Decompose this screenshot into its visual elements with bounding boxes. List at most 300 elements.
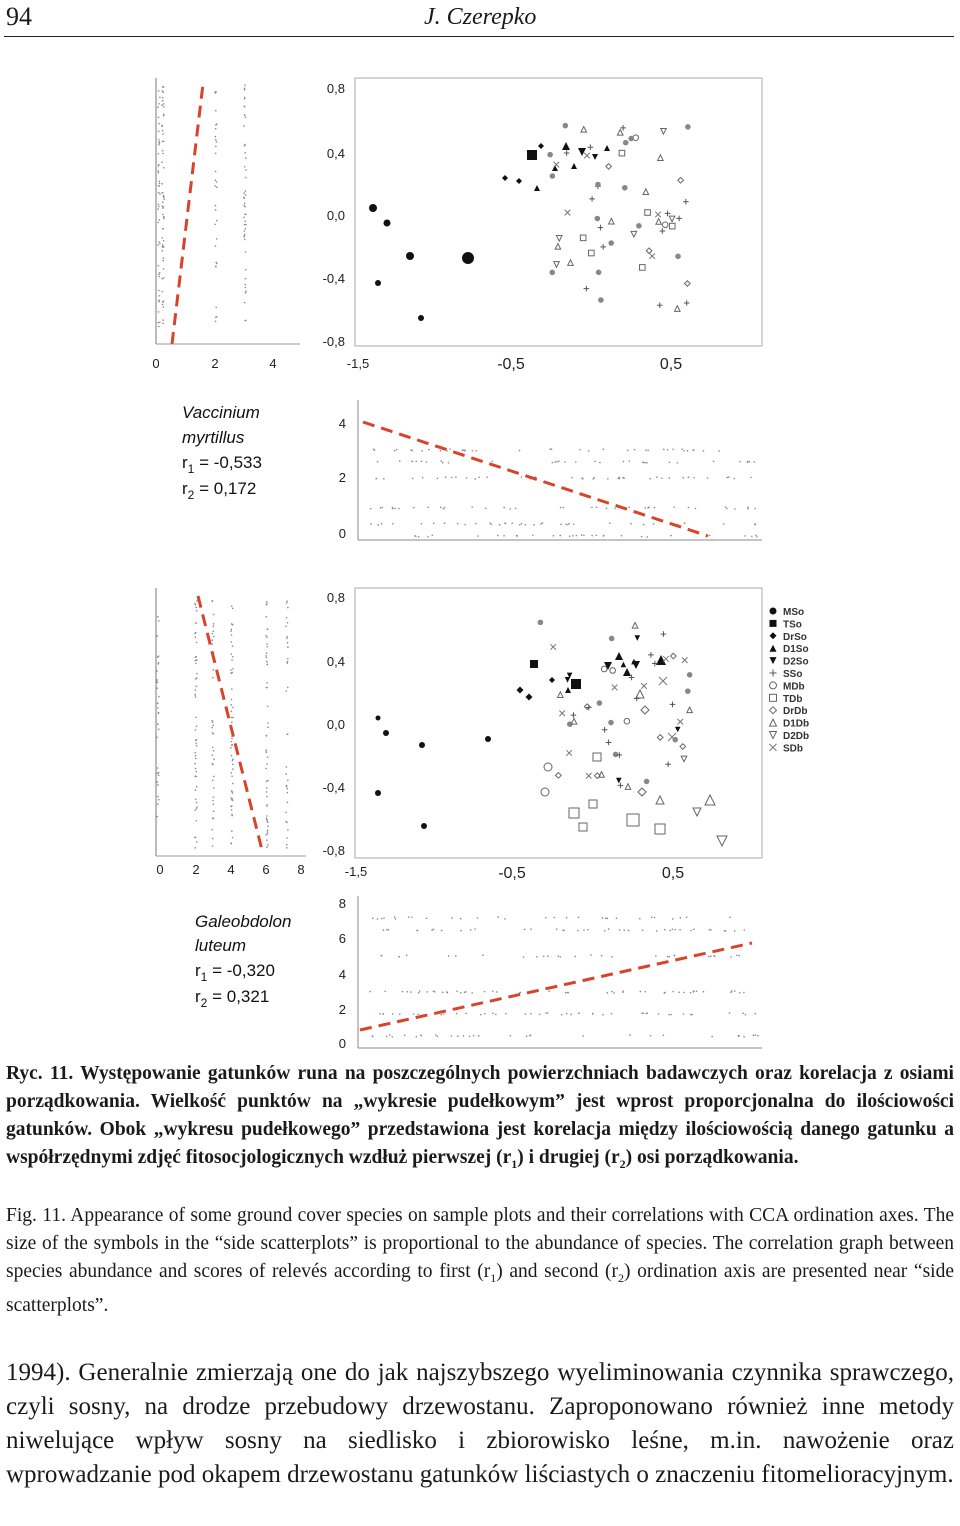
- data-point: [211, 720, 213, 722]
- data-point: [158, 139, 160, 141]
- data-point: [464, 449, 466, 451]
- trend-line-r2: [363, 422, 708, 536]
- data-point: [399, 460, 401, 462]
- subscript: 2: [617, 1270, 624, 1285]
- data-point: [267, 664, 269, 666]
- data-point: [581, 477, 583, 479]
- data-point: [158, 116, 160, 118]
- data-point: [580, 235, 586, 241]
- data-point: [743, 1036, 745, 1038]
- data-point: [383, 929, 385, 931]
- data-point: [196, 806, 198, 808]
- data-point: [415, 535, 417, 537]
- data-point: [553, 535, 555, 537]
- data-point: [770, 657, 777, 664]
- data-point: [376, 716, 381, 721]
- data-point: [710, 955, 712, 957]
- data-point: [695, 508, 697, 510]
- data-point: [451, 1035, 453, 1037]
- data-point: [162, 133, 164, 135]
- data-point: [161, 125, 163, 127]
- data-point: [582, 1035, 584, 1037]
- data-point: [640, 265, 646, 271]
- data-point: [509, 508, 511, 510]
- data-point: [726, 508, 728, 510]
- data-point: [619, 150, 625, 156]
- data-point: [474, 928, 476, 930]
- data-point: [243, 217, 245, 219]
- data-point: [730, 956, 732, 958]
- data-point: [729, 1012, 731, 1014]
- data-point: [624, 718, 630, 724]
- data-point: [245, 278, 247, 280]
- data-point: [163, 167, 165, 169]
- data-point: [602, 917, 604, 919]
- data-point: [244, 239, 246, 241]
- data-point: [617, 129, 623, 135]
- data-point: [547, 955, 549, 957]
- data-point: [623, 668, 631, 676]
- data-point: [213, 669, 215, 671]
- data-point: [158, 728, 160, 730]
- legend-label: MSo: [783, 607, 805, 618]
- data-point: [558, 692, 564, 698]
- data-point: [383, 730, 389, 736]
- data-point: [266, 787, 268, 789]
- legend-label: SDb: [783, 743, 803, 755]
- data-point: [266, 791, 268, 793]
- data-point: [421, 461, 423, 463]
- data-point: [596, 270, 602, 276]
- data-point: [728, 476, 730, 478]
- data-point: [675, 254, 681, 260]
- data-point: [629, 460, 631, 462]
- data-point: [158, 206, 160, 208]
- data-point: [672, 918, 674, 920]
- data-point: [745, 1014, 747, 1016]
- data-point: [656, 476, 658, 478]
- data-point: [392, 1013, 394, 1015]
- data-point: [485, 507, 487, 509]
- data-point: [693, 477, 695, 479]
- data-point: [211, 727, 213, 729]
- data-point: [657, 735, 663, 741]
- caption-polish: [6, 1060, 954, 1178]
- data-point: [607, 478, 609, 480]
- data-point: [469, 1036, 471, 1038]
- data-point: [530, 1013, 532, 1015]
- data-point: [159, 181, 161, 183]
- data-point: [593, 753, 601, 761]
- data-point: [162, 214, 164, 216]
- data-point: [684, 300, 690, 306]
- data-point: [598, 297, 604, 303]
- data-point: [644, 779, 650, 785]
- data-point: [286, 637, 288, 639]
- data-point: [158, 772, 160, 774]
- data-point: [215, 321, 217, 323]
- data-point: [214, 136, 216, 138]
- data-point: [565, 210, 571, 216]
- data-point: [216, 220, 218, 222]
- data-point: [616, 778, 622, 784]
- data-point: [683, 1013, 685, 1015]
- data-point: [230, 772, 232, 774]
- y-tick: 2: [338, 1002, 346, 1017]
- data-point: [685, 281, 691, 287]
- data-point: [196, 677, 198, 679]
- data-point: [673, 506, 675, 508]
- data-point: [615, 652, 623, 660]
- data-point: [231, 815, 233, 817]
- species-name: myrtillus: [182, 428, 245, 447]
- data-point: [465, 1013, 467, 1015]
- data-point: [159, 321, 161, 323]
- data-point: [517, 687, 524, 694]
- data-point: [231, 805, 233, 807]
- data-point: [681, 756, 687, 762]
- data-point: [526, 694, 533, 701]
- data-point: [471, 992, 473, 994]
- data-point: [211, 633, 213, 635]
- data-point: [577, 930, 579, 932]
- y-tick: 8: [338, 896, 346, 911]
- data-point: [640, 991, 642, 993]
- legend-label: SSo: [783, 669, 803, 680]
- data-point: [231, 755, 233, 757]
- data-point: [195, 742, 197, 744]
- data-point: [550, 644, 556, 650]
- data-point: [216, 181, 218, 183]
- data-point: [435, 1034, 437, 1036]
- data-point: [162, 100, 164, 102]
- data-point: [161, 105, 163, 107]
- data-point: [556, 461, 558, 463]
- data-point: [611, 956, 613, 958]
- legend-label: D1So: [783, 644, 809, 656]
- data-point: [381, 955, 383, 957]
- data-point: [231, 641, 233, 643]
- data-point: [550, 173, 556, 179]
- data-point: [426, 917, 428, 919]
- data-point: [609, 522, 611, 524]
- data-point: [413, 1013, 415, 1015]
- data-point: [232, 608, 234, 610]
- data-point: [287, 829, 289, 831]
- data-point: [650, 1035, 652, 1037]
- data-point: [194, 809, 196, 811]
- r1-value: -0,320: [226, 961, 275, 980]
- data-point: [244, 89, 246, 91]
- data-point: [286, 766, 288, 768]
- data-point: [245, 320, 247, 322]
- data-point: [163, 268, 165, 270]
- data-point: [688, 476, 690, 478]
- data-point: [608, 240, 614, 246]
- data-point: [163, 86, 165, 88]
- data-point: [230, 747, 232, 749]
- data-point: [231, 721, 233, 723]
- data-point: [381, 507, 383, 509]
- data-point: [664, 992, 666, 994]
- data-point: [653, 523, 655, 525]
- data-point: [159, 219, 161, 221]
- data-point: [426, 461, 428, 463]
- data-point: [267, 756, 269, 758]
- data-point: [497, 535, 499, 537]
- data-point: [396, 449, 398, 451]
- data-point: [158, 241, 160, 243]
- caption-text: ) and second (r: [496, 1261, 618, 1282]
- tick-label: 0: [156, 862, 164, 877]
- data-point: [157, 663, 159, 665]
- data-point: [212, 630, 214, 632]
- data-point: [665, 762, 671, 768]
- data-point: [231, 672, 233, 674]
- data-point: [161, 237, 163, 239]
- data-point: [231, 813, 233, 815]
- data-point: [609, 636, 615, 642]
- data-point: [370, 508, 372, 510]
- data-point: [751, 535, 753, 537]
- data-point: [195, 755, 197, 757]
- panel-vaccinium: [152, 78, 762, 541]
- data-point: [163, 197, 165, 199]
- data-point: [611, 991, 613, 993]
- data-point: [667, 449, 669, 451]
- data-point: [643, 1013, 645, 1015]
- data-point: [232, 783, 234, 785]
- data-point: [231, 775, 233, 777]
- data-point: [159, 185, 161, 187]
- data-point: [687, 672, 693, 678]
- data-point: [433, 522, 435, 524]
- data-point: [667, 956, 669, 958]
- data-point: [462, 252, 474, 264]
- data-point: [519, 450, 521, 452]
- legend-label: D2So: [783, 656, 809, 668]
- data-point: [194, 694, 196, 696]
- data-point: [542, 522, 544, 524]
- data-point: [770, 707, 777, 714]
- y-tick: -0,8: [322, 334, 345, 349]
- x-tick: -1,5: [344, 864, 368, 879]
- data-point: [266, 603, 268, 605]
- data-point: [161, 183, 163, 185]
- panel-galeobdolon: [156, 588, 809, 1051]
- data-point: [446, 991, 448, 993]
- data-point: [162, 250, 164, 252]
- data-point: [163, 103, 165, 105]
- data-point: [545, 1012, 547, 1014]
- data-point: [196, 808, 198, 810]
- data-point: [244, 152, 246, 154]
- data-point: [392, 507, 394, 509]
- data-point: [576, 535, 578, 537]
- data-point: [266, 643, 268, 645]
- data-point: [231, 738, 233, 740]
- data-point: [599, 462, 601, 464]
- data-point: [734, 930, 736, 932]
- data-point: [244, 144, 246, 146]
- data-point: [629, 1034, 631, 1036]
- data-point: [523, 956, 525, 958]
- data-point: [579, 449, 581, 451]
- data-point: [592, 154, 598, 160]
- subscript: 2: [619, 1156, 626, 1171]
- data-point: [244, 206, 246, 208]
- data-point: [158, 90, 160, 92]
- data-point: [579, 823, 587, 831]
- data-point: [212, 721, 214, 723]
- data-point: [475, 523, 477, 525]
- data-point: [287, 661, 289, 663]
- data-point: [230, 797, 232, 799]
- data-point: [744, 535, 746, 537]
- data-point: [232, 645, 234, 647]
- data-point: [213, 776, 215, 778]
- data-point: [265, 749, 267, 751]
- data-point: [162, 228, 164, 230]
- data-point: [634, 696, 640, 702]
- data-point: [419, 990, 421, 992]
- data-point: [618, 783, 624, 789]
- trend-line-r1: [172, 84, 203, 344]
- data-point: [245, 157, 247, 159]
- data-point: [433, 929, 435, 931]
- data-point: [565, 992, 567, 994]
- data-point: [733, 478, 735, 480]
- header-rule: [4, 36, 954, 37]
- data-point: [642, 929, 644, 931]
- caption-text: ) i drugiej (r: [517, 1147, 620, 1168]
- r1-label: $r_1 = -0,533$: [182, 453, 262, 476]
- data-point: [658, 155, 664, 161]
- data-point: [157, 784, 159, 786]
- data-point: [426, 991, 428, 993]
- legend-label: DrDb: [783, 706, 808, 718]
- data-point: [422, 477, 424, 479]
- data-point: [669, 930, 671, 932]
- data-point: [195, 798, 197, 800]
- data-point: [161, 291, 163, 293]
- data-point: [231, 843, 233, 845]
- data-point: [386, 1036, 388, 1038]
- data-point: [516, 178, 522, 184]
- data-point: [286, 733, 288, 735]
- data-point: [649, 253, 655, 259]
- data-point: [287, 687, 289, 689]
- data-point: [162, 141, 164, 143]
- data-point: [161, 205, 163, 207]
- data-point: [158, 172, 160, 174]
- data-point: [657, 302, 663, 308]
- data-point: [195, 607, 197, 609]
- data-point: [163, 218, 165, 220]
- data-point: [266, 763, 268, 765]
- data-point: [516, 535, 518, 537]
- data-point: [406, 954, 408, 956]
- data-point: [755, 535, 757, 537]
- data-point: [211, 829, 213, 831]
- data-point: [672, 448, 674, 450]
- data-point: [158, 131, 160, 133]
- tick-label: 4: [227, 862, 235, 877]
- data-point: [770, 732, 777, 739]
- data-point: [525, 524, 527, 526]
- data-point: [534, 185, 540, 191]
- data-point: [158, 123, 160, 125]
- data-point: [578, 1012, 580, 1014]
- page-number: 94: [6, 2, 32, 31]
- data-point: [408, 916, 410, 918]
- data-point: [674, 306, 680, 312]
- data-point: [755, 1034, 757, 1036]
- data-point: [158, 192, 160, 194]
- data-point: [245, 292, 247, 294]
- data-point: [573, 523, 575, 525]
- data-point: [267, 628, 269, 630]
- data-point: [163, 199, 165, 201]
- data-point: [231, 699, 233, 701]
- data-point: [286, 847, 288, 849]
- y-tick: 0,4: [326, 146, 345, 161]
- data-point: [444, 507, 446, 509]
- data-point: [594, 461, 596, 463]
- data-point: [561, 1014, 563, 1016]
- data-point: [686, 916, 688, 918]
- data-point: [551, 449, 553, 451]
- subscript: 1: [511, 1156, 518, 1171]
- data-point: [159, 243, 161, 245]
- x-tick: -1,5: [346, 356, 370, 371]
- data-point: [456, 990, 458, 992]
- data-point: [645, 449, 647, 451]
- data-point: [162, 304, 164, 306]
- caption-text: ) osi porządkowania.: [625, 1147, 799, 1168]
- data-point: [556, 236, 562, 242]
- data-point: [244, 224, 246, 226]
- data-point: [215, 139, 217, 141]
- data-point: [159, 295, 161, 297]
- data-point: [472, 450, 474, 452]
- data-point: [157, 656, 159, 658]
- data-point: [680, 917, 682, 919]
- data-point: [683, 450, 685, 452]
- data-point: [158, 712, 160, 714]
- data-point: [581, 534, 583, 536]
- data-point: [194, 763, 196, 765]
- data-point: [244, 114, 246, 116]
- data-point: [451, 477, 453, 479]
- data-point: [162, 319, 164, 321]
- data-point: [415, 461, 417, 463]
- data-point: [558, 460, 560, 462]
- data-point: [244, 302, 246, 304]
- data-point: [662, 222, 668, 228]
- data-point: [156, 687, 158, 689]
- data-point: [693, 808, 701, 816]
- data-point: [671, 653, 677, 659]
- data-point: [707, 477, 709, 479]
- data-point: [480, 1014, 482, 1016]
- data-point: [578, 916, 580, 918]
- data-point: [161, 192, 163, 194]
- data-point: [196, 600, 198, 602]
- data-point: [482, 954, 484, 956]
- data-point: [369, 991, 371, 993]
- data-point: [484, 1013, 486, 1015]
